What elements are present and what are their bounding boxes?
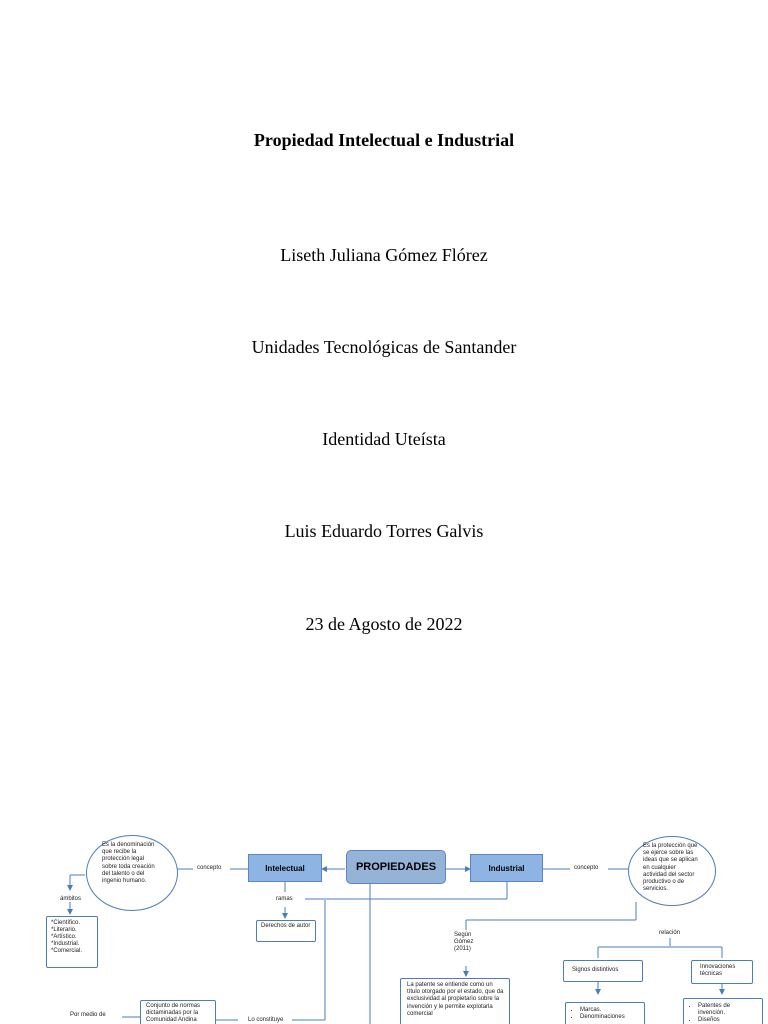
industrial-node: Industrial — [470, 854, 543, 882]
ambitos-box — [46, 916, 98, 968]
innovaciones-box — [691, 960, 753, 984]
left-concept-label: concepto — [197, 865, 222, 871]
course-name: Identidad Uteísta — [322, 429, 446, 449]
innovaciones-list-item: • Diseños — [698, 1017, 758, 1024]
innovaciones-list-item: • Patentes de invención. — [698, 1003, 758, 1017]
ambitos-label: ámbitos — [60, 896, 82, 902]
ramas-label: ramas — [276, 896, 293, 902]
ambito-item: *Científico. — [51, 920, 81, 926]
document-date: 23 de Agosto de 2022 — [305, 614, 463, 634]
constituye-label: Lo constituye — [248, 1017, 284, 1023]
derechos-text: Derechos de autor — [261, 923, 311, 929]
signos-list-item: • Denominaciones — [580, 1014, 642, 1021]
por-medio-label: Por medio de — [70, 1012, 106, 1018]
signos-list-item: • Marcas. — [580, 1007, 642, 1014]
right-concept-label: concepto — [574, 865, 599, 871]
conjunto-text: Conjunto de normas dictaminadas por la Comunidad Andina — [146, 1003, 201, 1024]
industrial-definition-text: Es la protección que se ejerce sobre las ideas que se aplican en cualquier actividad del sector productivo o de servicios. — [643, 843, 698, 893]
document-title: Propiedad Intelectual e Industrial — [253, 130, 515, 150]
concept-map — [0, 790, 768, 1024]
signos-text: Signos distintivos — [572, 967, 619, 973]
signos-list-box — [565, 1002, 645, 1024]
innovaciones-text: Innovaciones técnicas — [700, 964, 736, 978]
patente-text: La patente se entiende como un título otorgado por el estado, que da exclusividad al propietario sobre la invención y le permite explotarla comercial — [407, 982, 504, 1017]
patente-box — [400, 978, 510, 1024]
relacion-label: relación — [659, 930, 681, 936]
institution-name: Unidades Tecnológicas de Santander — [251, 337, 517, 357]
innovaciones-list — [688, 1003, 758, 1024]
ambito-item: *Industrial. — [51, 941, 80, 947]
properties-center-node: PROPIEDADES — [346, 850, 446, 884]
signos-box — [563, 960, 643, 982]
derechos-box — [256, 920, 316, 942]
ambito-item: *Literario. — [51, 927, 77, 933]
ambito-item: *Artístico. — [51, 934, 77, 940]
intellectual-definition-text: Es la denominación que recibe la protección legal sobre toda creación del talento o del ingenio humano. — [102, 842, 155, 885]
conjunto-box — [140, 1000, 216, 1024]
teacher-name: Luis Eduardo Torres Galvis — [284, 521, 484, 541]
signos-list — [570, 1007, 642, 1021]
ambito-item: *Comercial. — [51, 948, 83, 954]
segun-label: Según Gómez (2011) — [454, 932, 474, 953]
author-name: Liseth Juliana Gómez Flórez — [280, 245, 488, 265]
innovaciones-list-box — [683, 998, 763, 1024]
intellectual-node: Intelectual — [248, 854, 322, 882]
